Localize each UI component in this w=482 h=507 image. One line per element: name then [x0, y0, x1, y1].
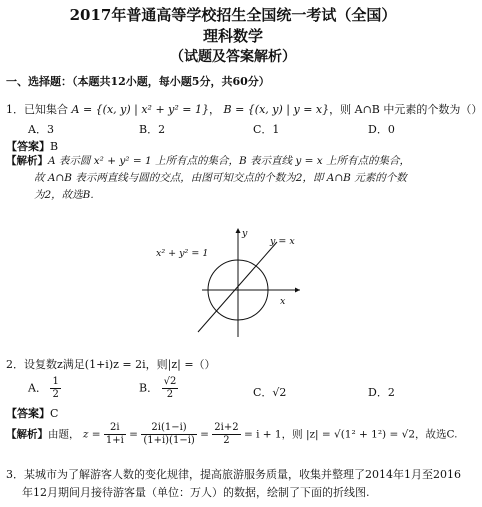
analysis-z: z = [82, 428, 101, 441]
analysis-tag: 【解析】 [6, 428, 48, 441]
option-label: A． [28, 123, 47, 136]
question-3-line2 [22, 484, 370, 500]
option-value: 0 [387, 123, 395, 136]
stem-prefix: 已知集合 [24, 103, 68, 116]
option-value: 2 [158, 123, 166, 136]
section-heading: 一、选择题：（本题共12小题，每小题5分，共60分） [6, 75, 270, 88]
fraction-denominator: (1+i)(1−i) [143, 435, 195, 446]
q1-option-b [139, 121, 165, 137]
analysis-tag: 【解析】 [6, 155, 48, 167]
question-number: 2． [6, 358, 24, 371]
q1-option-d [368, 121, 395, 137]
fraction-3 [212, 422, 240, 447]
fraction-numerator: 2i(1−i) [141, 422, 196, 435]
fraction-numerator: 2i+2 [214, 422, 239, 433]
analysis-text: 由题， [48, 428, 80, 441]
q2-answer [6, 405, 58, 421]
set-b: B = {(x, y) | y = x} [223, 103, 330, 116]
option-fraction [162, 376, 179, 401]
option-label: C． [253, 386, 273, 399]
fraction-denominator: 2 [166, 389, 174, 400]
option-value: 1 [272, 123, 280, 136]
option-fraction [50, 376, 60, 401]
set-a: A = {(x, y) | x² + y² = 1} [71, 103, 209, 116]
fraction-1 [104, 422, 126, 447]
circle-label: x² + y² = 1 [156, 248, 209, 259]
q2-option-c [253, 384, 286, 400]
q1-analysis [6, 153, 461, 204]
option-label: A． [28, 381, 47, 395]
option-label: B． [139, 123, 159, 136]
stem-text: 年12月期间月接待游客量（单位：万人）的数据，绘制了下面的折线图. [22, 486, 370, 499]
circle-line-figure [150, 222, 310, 340]
option-label: C． [253, 123, 273, 136]
q2-option-d [368, 384, 395, 400]
q2-option-b [139, 376, 178, 401]
fraction-numerator: √2 [163, 376, 177, 387]
option-value: √2 [272, 386, 287, 399]
stem-text: 某城市为了解游客人数的变化规律，提高旅游服务质量，收集并整理了2014年1月至2016 [24, 468, 461, 481]
analysis-text: = i + 1，则 |z| = √(1² + 1²) = √2，故选C. [243, 428, 458, 441]
equals-sign: = [200, 428, 209, 441]
exam-title: 2017年普通高等学校招生全国统一考试（全国） [69, 6, 397, 24]
option-value: 3 [46, 123, 54, 136]
answer-tag: 【答案】 [6, 140, 50, 153]
y-axis-label: y [242, 228, 248, 239]
exam-subtitle: （试题及答案解析） [170, 49, 296, 65]
fraction-numerator: 2i [104, 422, 126, 435]
x-axis-arrow [295, 288, 300, 293]
question-number: 1． [6, 103, 24, 116]
x-axis-label: x [280, 296, 286, 307]
q1-option-a [28, 121, 54, 137]
answer-tag: 【答案】 [6, 407, 50, 420]
exam-subject: 理科数学 [202, 27, 263, 45]
fraction-denominator: 1+i [105, 435, 124, 446]
answer-value: B [50, 140, 59, 153]
option-label: D． [368, 386, 388, 399]
option-label: B． [139, 381, 159, 395]
option-value: 2 [387, 386, 395, 399]
stem-text: 设复数z满足(1+i)z = 2i，则|z| =（） [24, 358, 216, 371]
analysis-line: A 表示圆 x² + y² = 1 上所有点的集合，B 表示直线 y = x 上所有点的集合， [48, 155, 411, 167]
q2-analysis [6, 422, 458, 447]
question-3-line1 [6, 466, 461, 482]
y-axis-arrow [236, 228, 241, 233]
fraction-numerator: 1 [52, 376, 59, 387]
q1-option-c [253, 121, 279, 137]
equals-sign: = [129, 428, 138, 441]
answer-value: C [50, 407, 59, 420]
question-1-stem: 1．已知集合 A = {(x, y) | x² + y² = 1}， B = {(x, y) | y = x}，则 A∩B 中元素的个数为（） [6, 103, 482, 116]
option-label: D． [368, 123, 388, 136]
stem-suffix: ，则 A∩B 中元素的个数为（） [329, 103, 482, 116]
q1-answer [6, 138, 58, 154]
analysis-line: 为2，故选B. [34, 189, 94, 201]
analysis-line: 故 A∩B 表示两直线与圆的交点，由图可知交点的个数为2，即 A∩B 元素的个数 [34, 172, 407, 184]
fraction-2 [141, 422, 196, 447]
fraction-denominator: 2 [52, 389, 59, 400]
question-number: 3． [6, 468, 24, 481]
line-label: y = x [270, 236, 295, 247]
q2-option-a [28, 376, 61, 401]
fraction-denominator: 2 [223, 435, 230, 446]
question-2-stem [6, 356, 216, 372]
